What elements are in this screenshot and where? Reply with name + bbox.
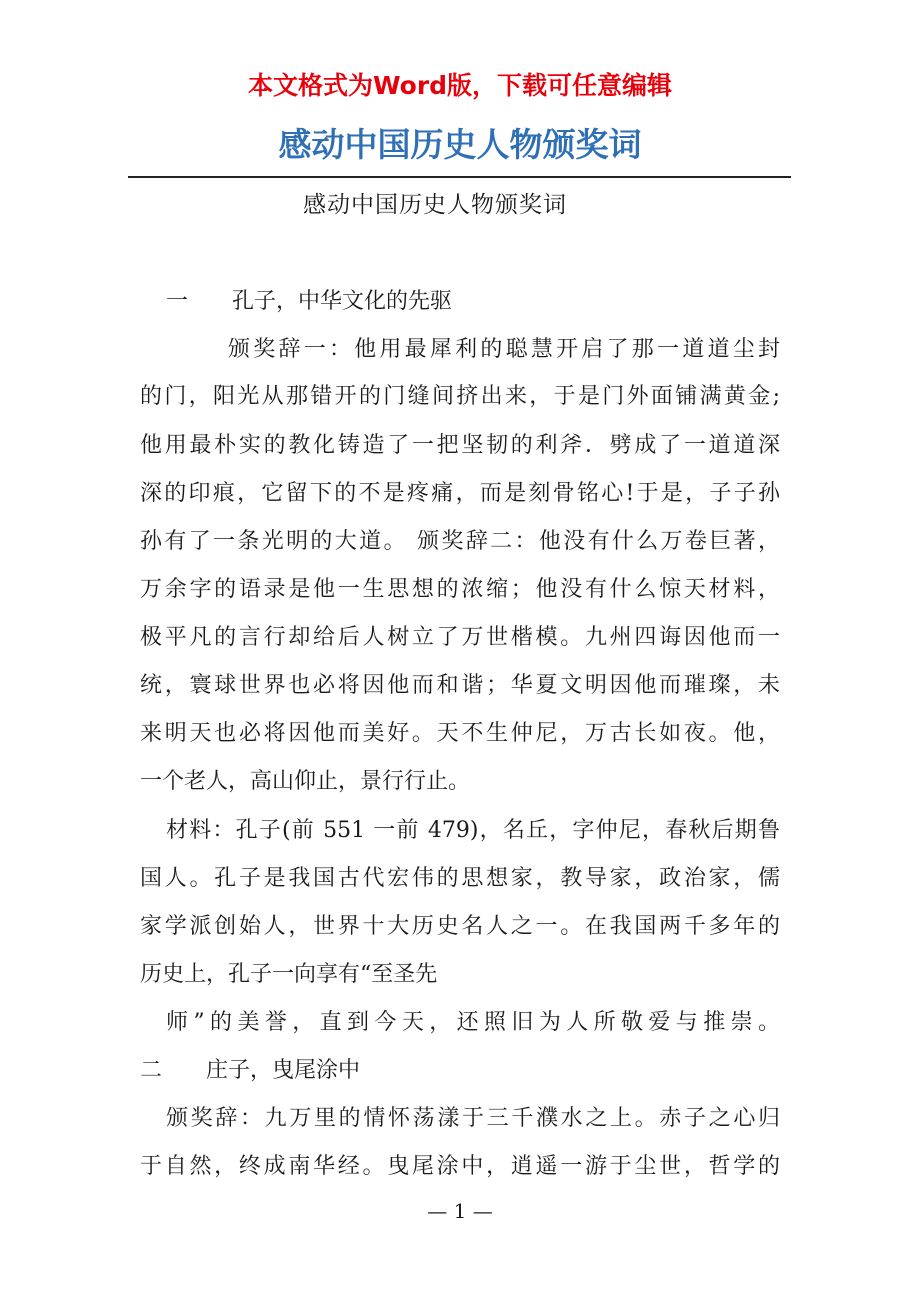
body-line: 二 庄子，曳尾涂中 [140, 1058, 361, 1083]
body-line: 颁奖辞一：他用最犀利的聪慧开启了那一道道尘封 [228, 337, 780, 362]
body-line: 他用最朴实的教化铸造了一把坚韧的利斧．劈成了一道道深 [140, 433, 780, 458]
title-divider [128, 176, 791, 178]
body-line: 材料：孔子(前 551 一前 479)，名丘，字仲尼，春秋后期鲁 [166, 818, 780, 843]
body-line: 历史上，孔子一向享有“至圣先 [140, 962, 438, 987]
body-line: 于自然，终成南华经。曳尾涂中，逍遥一游于尘世，哲学的 [140, 1154, 780, 1179]
document-title: 感动中国历史人物颁奖词 [278, 125, 642, 164]
body-line: 深的印痕，它留下的不是疼痛，而是刻骨铭心!于是，子子孙 [140, 481, 780, 506]
format-notice-banner: 本文格式为Word版，下载可任意编辑 [247, 71, 673, 100]
body-line: 来明天也必将因他而美好。天不生仲尼，万古长如夜。他， [140, 721, 780, 746]
body-line: 的门，阳光从那错开的门缝间挤出来，于是门外面铺满黄金; [140, 384, 780, 409]
body-line: 一 孔子，中华文化的先驱 [166, 289, 453, 314]
page-number: — 1 — [427, 1199, 493, 1223]
body-line: 万余字的语录是他一生思想的浓缩；他没有什么惊天材料， [140, 577, 780, 602]
body-line: 统，寰球世界也必将因他而和谐；华夏文明因他而璀璨，未 [140, 673, 780, 698]
document-subtitle: 感动中国历史人物颁奖词 [303, 192, 567, 218]
body-line: 孙有了一条光明的大道。 颁奖辞二：他没有什么万卷巨著， [140, 529, 780, 554]
body-line: 家学派创始人，世界十大历史名人之一。在我国两千多年的 [140, 914, 780, 939]
body-line: 一个老人，高山仰止，景行行止。 [140, 769, 471, 794]
body-line: 国人。孔子是我国古代宏伟的思想家，教导家，政治家，儒 [140, 866, 780, 891]
body-line: 极平凡的言行却给后人树立了万世楷模。九州四诲因他而一 [140, 625, 780, 650]
body-line: 师”的美誉，直到今天，还照旧为人所敬爱与推崇。 [166, 1010, 780, 1035]
body-line: 颁奖辞：九万里的情怀荡漾于三千濮水之上。赤子之心归 [166, 1106, 780, 1131]
